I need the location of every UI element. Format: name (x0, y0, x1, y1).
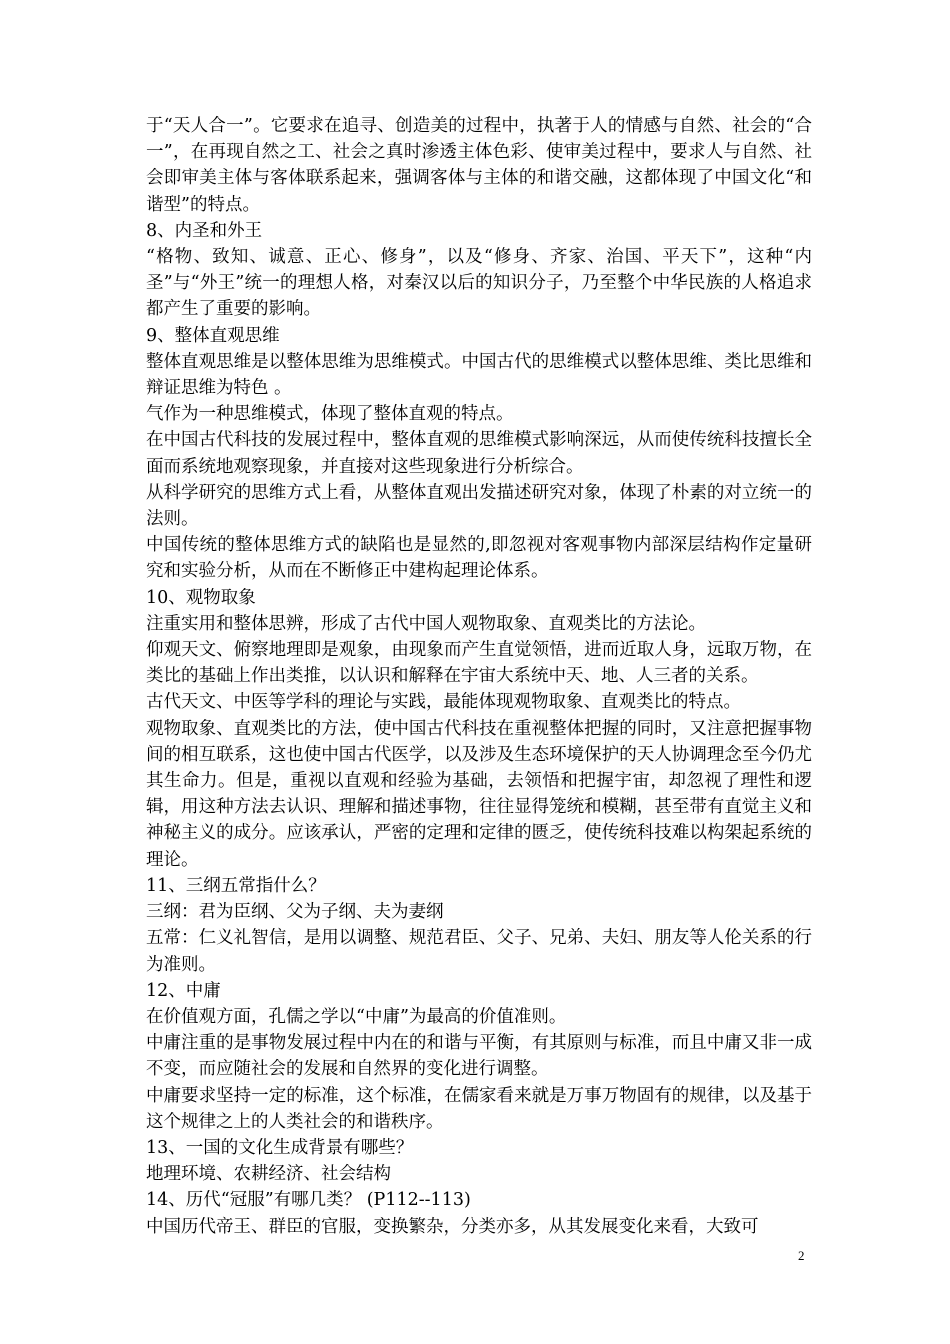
document-body (146, 113, 812, 1240)
paragraph: 在价值观方面，孔儒之学以“中庸”为最高的价值准则。 (146, 1006, 567, 1027)
heading-14: 14、历代“冠服”有哪几类？ (P112--113) (146, 1190, 471, 1211)
page-number: 2 (798, 1248, 805, 1263)
paragraph: 注重实用和整体思辨，形成了古代中国人观物取象、直观类比的方法论。 (146, 613, 706, 634)
paragraph: 观物取象、直观类比的方法，使中国古代科技在重视整体把握的同时，又注意把握事物间的相互联系，这也使中国古代医学，以及涉及生态环境保护的天人协调理念至今仍尤其生命力。但是，重视以直观和经验为基础，去领悟和把握宇宙，却忽视了理性和逻辑，用这种方法去认识、理解和描述事物，往往显得笼统和模糊，甚至带有直觉主义和神秘主义的成分。应该承认，严密的定理和定律的匮乏，使传统科技难以构架起系统的理论。 (146, 718, 812, 870)
paragraph: 整体直观思维是以整体思维为思维模式。中国古代的思维模式以整体思维、类比思维和辩证思维为特色 。 (146, 351, 812, 399)
paragraph: 在中国古代科技的发展过程中，整体直观的思维模式影响深远，从而使传统科技擅长全面而系统地观察现象，并直接对这些现象进行分析综合。 (146, 430, 812, 477)
heading-8: 8、内圣和外王 (146, 220, 263, 241)
paragraph: 古代天文、中医等学科的理论与实践，最能体现观物取象、直观类比的特点。 (146, 692, 741, 713)
paragraph: 气作为一种思维模式，体现了整体直观的特点。 (146, 404, 514, 425)
heading-9: 9、整体直观思维 (146, 325, 280, 346)
paragraph: 仰观天文、俯察地理即是观象，由现象而产生直觉领悟，进而近取人身，远取万物，在类比的基础上作出类推，以认识和解释在宇宙大系统中天、地、人三者的关系。 (146, 640, 812, 687)
heading-11: 11、三纲五常指什么？ (146, 875, 326, 896)
paragraph: “格物、致知、诚意、正心、修身”，以及“修身、齐家、治国、平天下”，这种“内圣”与“外王”统一的理想人格，对秦汉以后的知识分子，乃至整个中华民族的人格追求都产生了重要的影响。 (146, 247, 812, 320)
heading-12: 12、中庸 (146, 980, 221, 1001)
heading-13: 13、一国的文化生成背景有哪些？ (146, 1137, 414, 1158)
paragraph: 三纲：君为臣纲、父为子纲、夫为妻纲 (146, 902, 444, 923)
paragraph: 中国传统的整体思维方式的缺陷也是显然的,即忽视对客观事物内部深层结构作定量研究和实验分析，从而在不断修正中建构起理论体系。 (146, 535, 812, 582)
paragraph: 中庸注重的是事物发展过程中内在的和谐与平衡，有其原则与标准，而且中庸又非一成不变，而应随社会的发展和自然界的变化进行调整。 (146, 1033, 812, 1080)
paragraph: 从科学研究的思维方式上看，从整体直观出发描述研究对象，体现了朴素的对立统一的法则。 (146, 482, 812, 530)
paragraph: 中庸要求坚持一定的标准，这个标准，在儒家看来就是万事万物固有的规律，以及基于这个规律之上的人类社会的和谐秩序。 (146, 1085, 812, 1132)
paragraph: 中国历代帝王、群臣的官服，变换繁杂，分类亦多，从其发展变化来看，大致可 (146, 1216, 759, 1237)
paragraph: 五常：仁义礼智信，是用以调整、规范君臣、父子、兄弟、夫妇、朋友等人伦关系的行为准则。 (146, 928, 812, 975)
paragraph-continuation: 于“天人合一”。它要求在追寻、创造美的过程中，执著于人的情感与自然、社会的“合一”，在再现自然之工、社会之真时渗透主体色彩、使审美过程中，要求人与自然、社会即审美主体与客体联系起来，强调客体与主体的和谐交融，这都体现了中国文化“和谐型”的特点。 (146, 116, 812, 215)
heading-10: 10、观物取象 (146, 587, 256, 608)
paragraph: 地理环境、农耕经济、社会结构 (146, 1164, 391, 1185)
